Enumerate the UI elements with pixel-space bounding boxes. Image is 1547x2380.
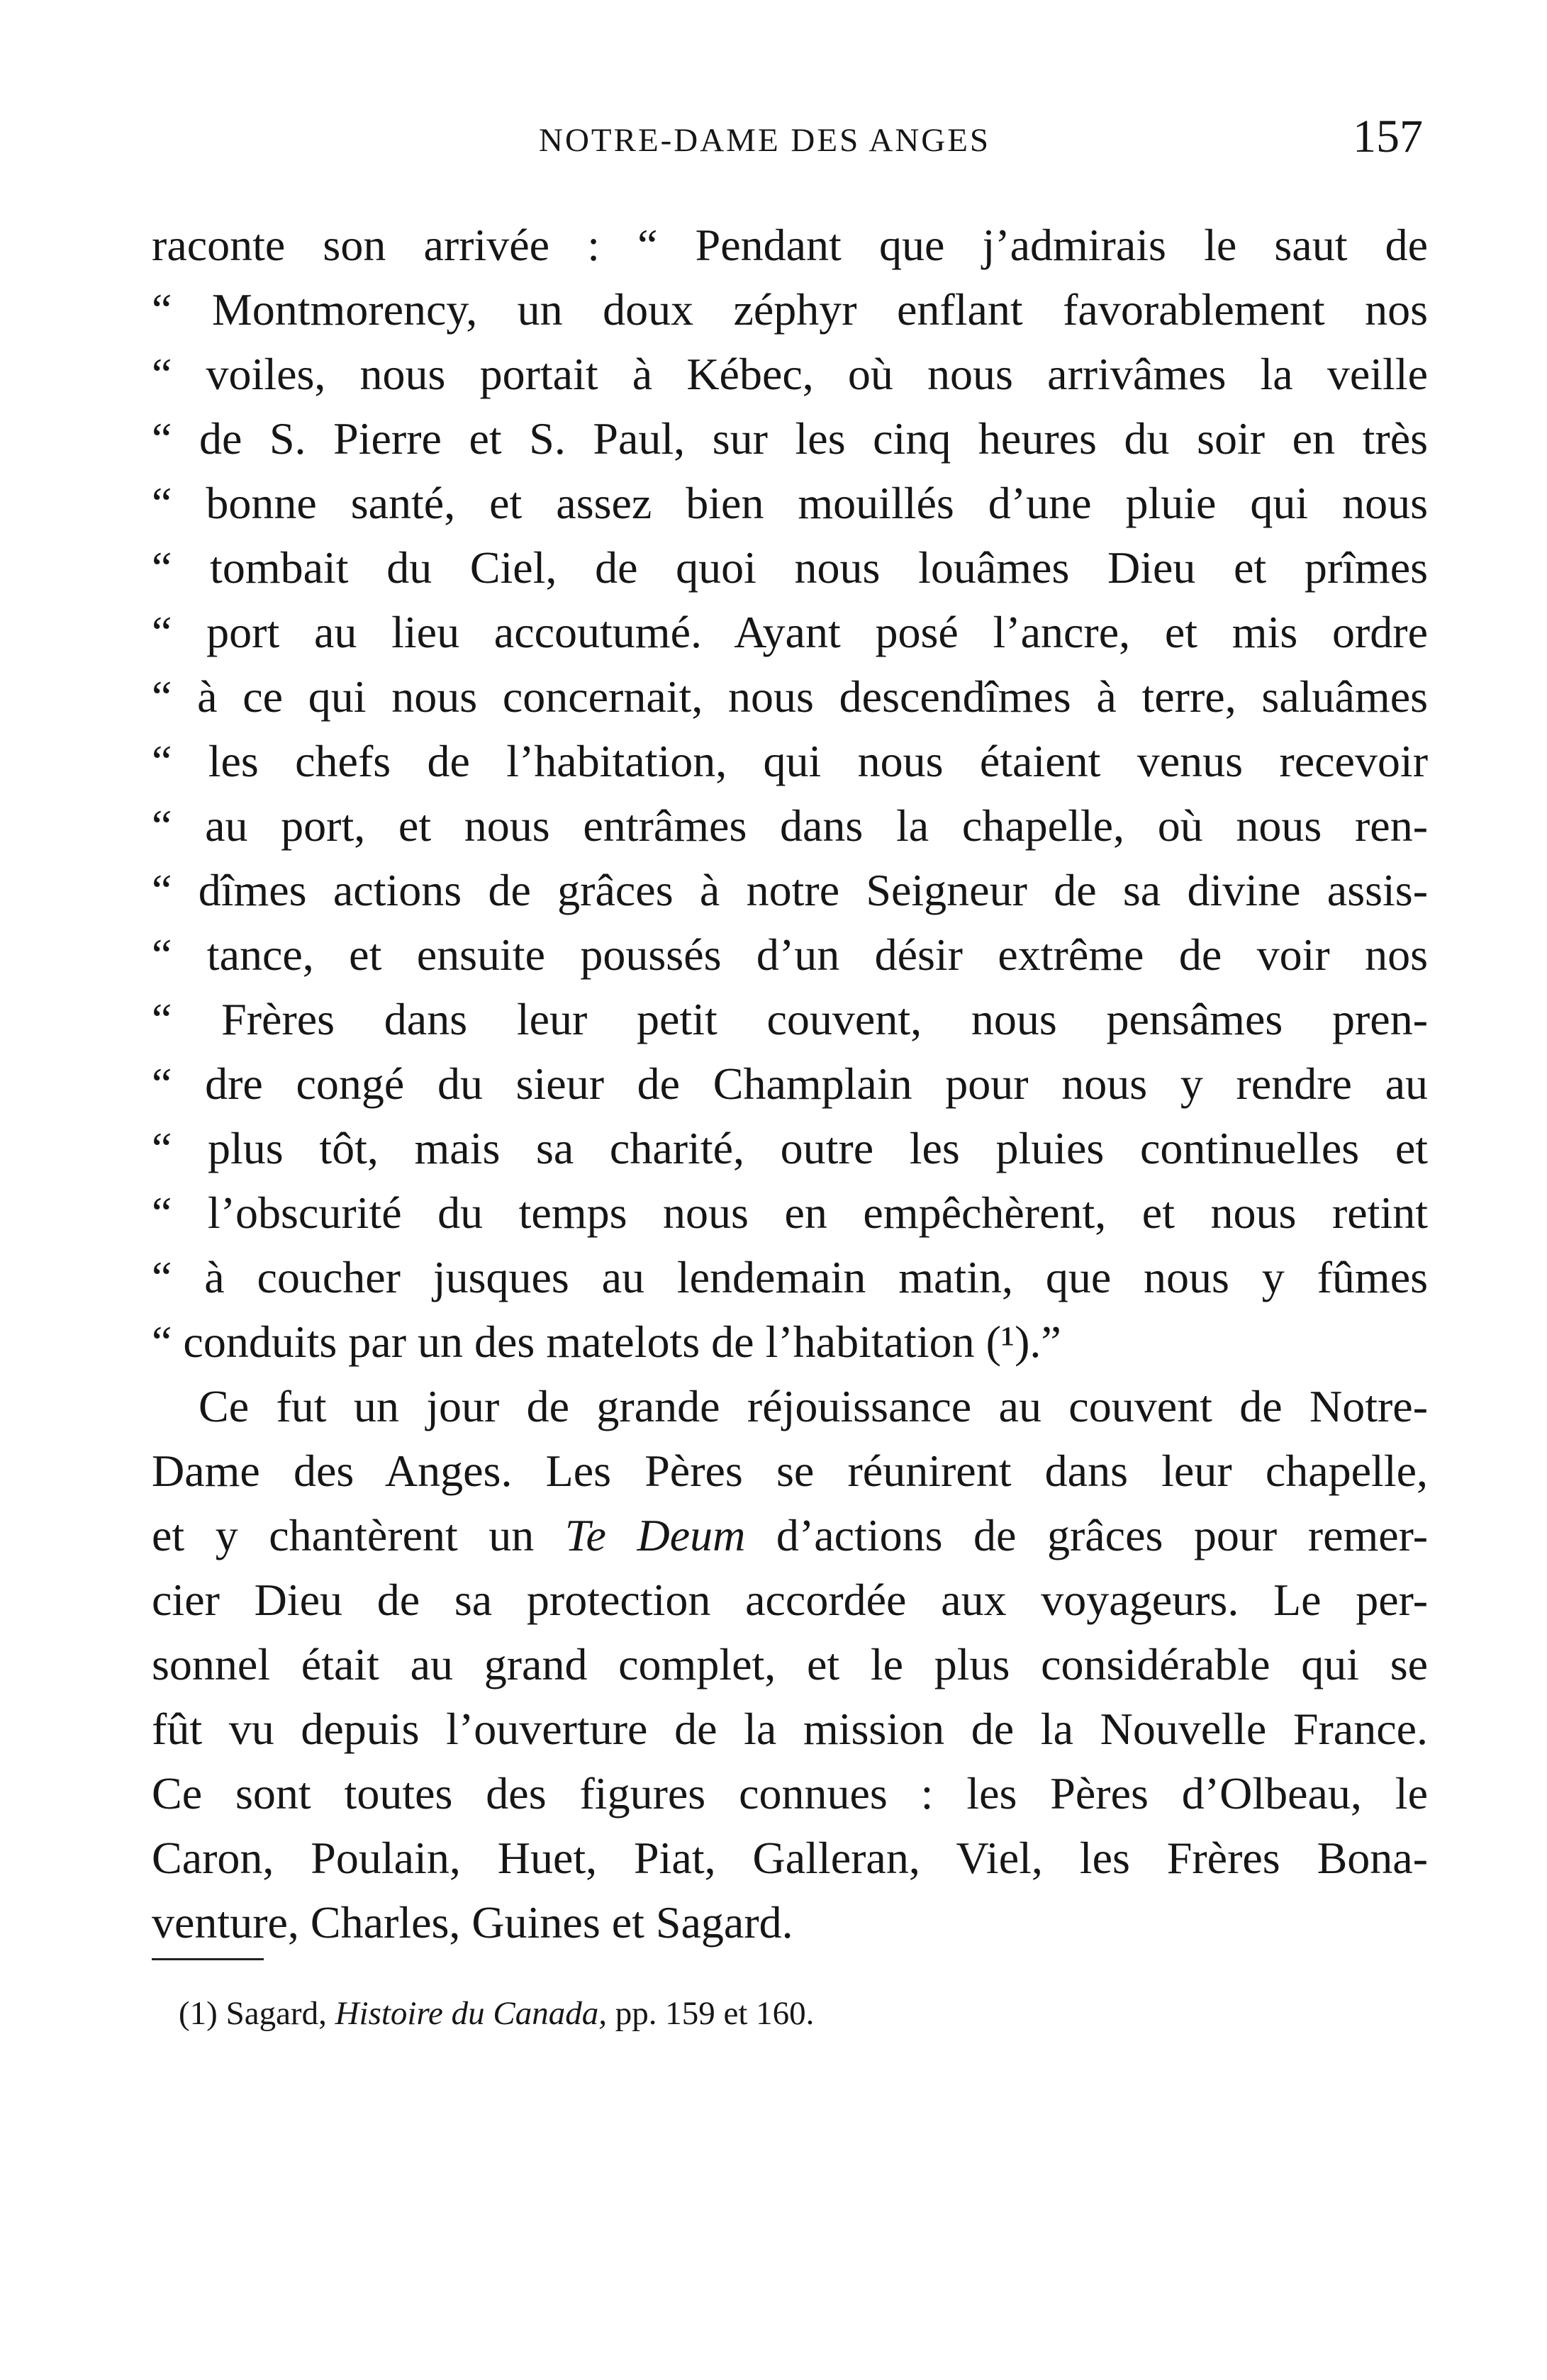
page-number: 157: [1353, 111, 1423, 162]
body-text: [152, 213, 1428, 1955]
footnote-marker: (1): [179, 1995, 218, 2032]
text-line: Dame des Anges. Les Pères se réunirent dans leur chapelle,: [152, 1446, 1428, 1496]
text-line: sonnel était au grand complet, et le plus considérable qui se: [152, 1639, 1428, 1689]
text-line: “ les chefs de l’habitation, qui nous étaient venus recevoir: [152, 736, 1428, 786]
text-line: venture, Charles, Guines et Sagard.: [152, 1897, 793, 1948]
text-line: fût vu depuis l’ouverture de la mission de la Nouvelle France.: [152, 1704, 1428, 1754]
line-segment: et y chantèrent un: [152, 1510, 565, 1560]
text-line: “ tombait du Ciel, de quoi nous louâmes Dieu et prîmes: [152, 542, 1428, 593]
text-line: “ au port, et nous entrâmes dans la chapelle, où nous ren-: [152, 800, 1428, 851]
footnote-author: Sagard,: [225, 1995, 327, 2032]
text-line: “ bonne santé, et assez bien mouillés d’une pluie qui nous: [152, 478, 1428, 528]
text-line: “ Frères dans leur petit couvent, nous pensâmes pren-: [152, 994, 1428, 1044]
paragraph-first-line: Ce fut un jour de grande réjouissance au couvent de Notre-: [199, 1381, 1428, 1431]
text-line: “ l’obscurité du temps nous en empêchèrent, et nous retint: [152, 1188, 1428, 1238]
text-line: “ conduits par un des matelots de l’habitation (¹).”: [152, 1317, 1061, 1367]
text-line: cier Dieu de sa protection accordée aux voyageurs. Le per-: [152, 1575, 1428, 1625]
text-line: Caron, Poulain, Huet, Piat, Galleran, Viel, les Frères Bona-: [152, 1833, 1428, 1883]
line-segment: d’actions de grâces pour remer-: [745, 1510, 1429, 1560]
running-head: [0, 106, 1547, 170]
footnote-rule: [152, 1958, 264, 1960]
footnote-pages: pp. 159 et 160.: [615, 1995, 815, 2032]
text-line: Ce sont toutes des figures connues : les Pères d’Olbeau, le: [152, 1768, 1428, 1818]
text-line: “ à ce qui nous concernait, nous descendîmes à terre, saluâmes: [152, 671, 1428, 722]
text-line: [152, 1503, 1428, 1568]
footnote: [179, 1992, 814, 2035]
text-line: raconte son arrivée : “ Pendant que j’admirais le saut de: [152, 220, 1428, 270]
text-line: “ de S. Pierre et S. Paul, sur les cinq heures du soir en très: [152, 413, 1428, 464]
text-line: “ Montmorency, un doux zéphyr enflant favorablement nos: [152, 284, 1428, 335]
text-line: “ voiles, nous portait à Kébec, où nous arrivâmes la veille: [152, 349, 1428, 399]
italic-title-te-deum: Te Deum: [564, 1510, 746, 1560]
footnote-title: Histoire du Canada,: [335, 1995, 607, 2032]
text-line: “ plus tôt, mais sa charité, outre les pluies continuelles et: [152, 1123, 1428, 1173]
text-line: “ dre congé du sieur de Champlain pour nous y rendre au: [152, 1058, 1428, 1109]
text-line: “ tance, et ensuite poussés d’un désir extrême de voir nos: [152, 929, 1428, 980]
text-line: “ à coucher jusques au lendemain matin, que nous y fûmes: [152, 1252, 1428, 1302]
text-line: “ dîmes actions de grâces à notre Seigneur de sa divine assis-: [152, 865, 1428, 915]
text-line: “ port au lieu accoutumé. Ayant posé l’ancre, et mis ordre: [152, 607, 1428, 657]
running-title: NOTRE-DAME DES ANGES: [539, 122, 991, 159]
